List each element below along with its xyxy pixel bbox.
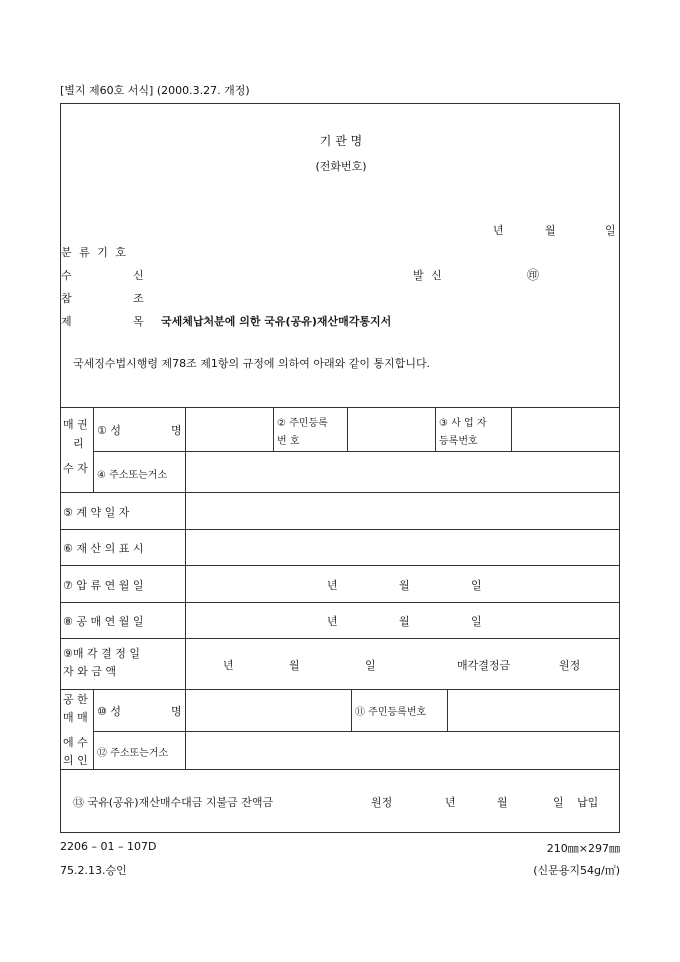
body-text: 국세징수법시행령 제78조 제1항의 규정에 의하여 아래와 같이 통지합니다. [73,357,431,370]
subject-title: 국세체납처분에 의한 국유(공유)재산매각통지서 [161,315,392,328]
balance-paid: 납입 [577,796,599,809]
recipient-label-2: 신 [133,269,144,282]
agency-name: 기 관 명 [319,134,363,148]
sale-decision-label: ⑨매 각 결 정 일 [63,647,140,660]
sender-label: 발 신 [413,269,444,282]
seizure-month: 월 [399,579,410,592]
form-id: [별지 제60호 서식] (2000.3.27. 개정) [60,84,250,97]
contract-date-label: ⑤ 계 약 일 자 [63,506,130,519]
biz-label: ③ 사 업 자 [439,418,487,429]
sale-month: 월 [289,659,300,672]
address2-label: ⑫ 주소또는거소 [97,748,169,759]
address-label: ④ 주소또는거소 [97,470,168,481]
sale-year: 년 [223,659,234,672]
seizure-date-label: ⑦ 압 류 연 월 일 [63,579,144,592]
balance-year: 년 [445,796,456,809]
auction-day: 일 [471,615,482,628]
rrn2-label: ⑪ 주민등록번호 [355,707,427,718]
name2-label-2: 명 [171,705,182,718]
sale-won: 원정 [559,659,581,672]
reference-label: 참 [61,292,72,305]
approval-date: 75.2.13.승인 [60,864,127,877]
buyer-group-1: 매 권 [63,418,88,431]
name-label: ① 성 [97,424,121,437]
auction-year: 년 [327,615,338,628]
balance-month: 월 [497,796,508,809]
balance-day: 일 [553,796,564,809]
balance-won: 원정 [371,796,393,809]
seal-mark: ㊞ [527,268,540,282]
date-year: 년 [493,224,504,237]
rrn-label: ② 주민등록 [277,418,328,429]
mandatory-group-1: 공 한 [63,693,88,706]
sale-amount-label: 매각결정금 [457,659,511,672]
auction-date-label: ⑧ 공 매 연 월 일 [63,615,144,628]
sale-day: 일 [365,659,376,672]
classification-label: 분 류 기 호 [61,246,128,259]
recipient-label: 수 [61,269,72,282]
paper-size: 210㎜×297㎜ [546,842,620,855]
reference-label-2: 조 [133,292,144,305]
property-desc-label: ⑥ 재 산 의 표 시 [63,542,144,555]
buyer-group-2: 리 [73,437,84,450]
date-month: 월 [545,224,556,237]
name-label-2: 명 [171,424,182,437]
buyer-group-3: 수 자 [63,462,88,475]
auction-month: 월 [399,615,410,628]
subject-label: 제 [61,315,72,328]
notice-form [60,103,620,833]
balance-text: ⑬ 국유(공유)재산매수대금 지불금 잔액금 [73,796,274,809]
seizure-year: 년 [327,579,338,592]
subject-label-2: 목 [133,315,144,328]
biz-label-2: 등록번호 [439,436,478,447]
seizure-day: 일 [471,579,482,592]
sale-decision-label-2: 자 와 금 액 [63,665,116,678]
form-code: 2206 – 01 – 107D [60,840,157,853]
phone-number: (전화번호) [315,160,367,173]
mandatory-group-4: 의 인 [63,754,88,767]
name2-label: ⑩ 성 [97,705,121,718]
mandatory-group-2: 매 매 [63,711,88,724]
rrn-label-2: 번 호 [277,436,300,447]
date-day: 일 [605,224,616,237]
mandatory-group-3: 에 수 [63,736,88,749]
paper-type: (신문용지54g/㎡) [533,864,620,877]
